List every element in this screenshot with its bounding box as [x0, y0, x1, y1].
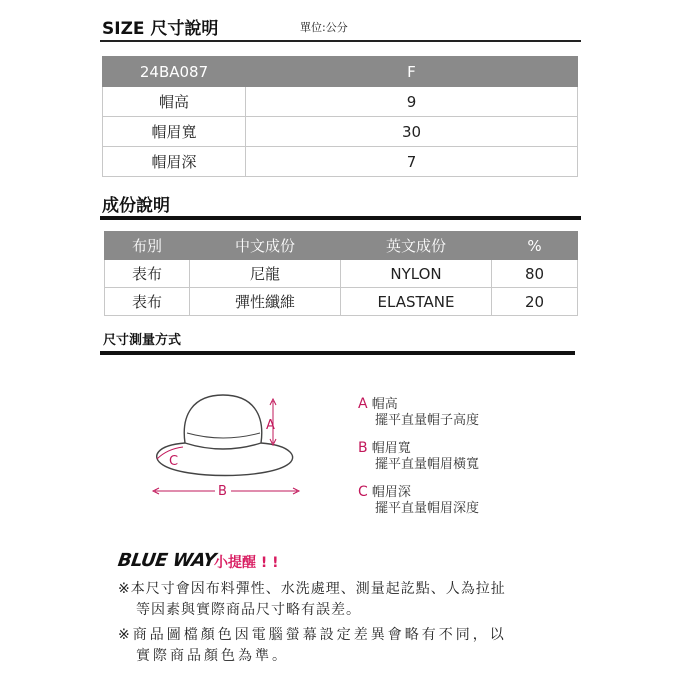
size-title-rule	[100, 40, 581, 42]
legend-desc: 擺平直量帽眉深度	[375, 501, 480, 516]
reminder-note	[118, 579, 588, 621]
size-row-label: 帽高	[103, 87, 246, 117]
note-line: ※商品圖檔顏色因電腦螢幕設定差異會略有不同，以	[118, 627, 507, 643]
legend-letter: A	[358, 396, 368, 412]
composition-title-rule	[100, 216, 581, 220]
legend-desc: 擺平直量帽眉橫寬	[375, 457, 480, 472]
comp-header-english: 英文成份	[341, 232, 492, 260]
comp-header-chinese: 中文成份	[190, 232, 341, 260]
size-section-title: SIZE 尺寸說明	[102, 19, 219, 39]
table-row	[103, 117, 578, 147]
table-row	[103, 147, 578, 177]
comp-english: NYLON	[341, 260, 492, 288]
size-row-value: 7	[246, 147, 578, 177]
measure-section-title: 尺寸測量方式	[103, 333, 182, 348]
measure-title-rule	[100, 351, 575, 355]
composition-section-title: 成份說明	[102, 196, 170, 216]
reminder-note	[118, 625, 588, 667]
size-row-value: 30	[246, 117, 578, 147]
note-line: ※本尺寸會因布料彈性、水洗處理、測量起訖點、人為拉扯	[118, 581, 506, 597]
measure-legend	[358, 396, 558, 528]
legend-letter: C	[358, 484, 368, 500]
comp-english: ELASTANE	[341, 288, 492, 316]
comp-percent: 80	[492, 260, 578, 288]
comp-fabric: 表布	[105, 260, 190, 288]
legend-item-a	[358, 396, 558, 440]
size-row-value: 9	[246, 87, 578, 117]
comp-chinese: 彈性纖維	[190, 288, 341, 316]
legend-item-b	[358, 440, 558, 484]
table-row	[105, 288, 578, 316]
table-row	[105, 260, 578, 288]
hat-diagram	[145, 385, 315, 505]
comp-fabric: 表布	[105, 288, 190, 316]
legend-name: 帽眉寬	[371, 441, 411, 456]
comp-percent: 20	[492, 288, 578, 316]
diagram-label-c: C	[169, 454, 179, 469]
size-header-size: F	[246, 57, 578, 87]
legend-item-c	[358, 484, 558, 528]
note-line: 實際商品顏色為準。	[136, 648, 289, 664]
composition-table	[104, 231, 578, 316]
diagram-label-b: B	[218, 484, 227, 499]
unit-label: 單位:公分	[300, 21, 348, 34]
reminder-title: 小提醒 ! !	[214, 555, 279, 571]
size-row-label: 帽眉深	[103, 147, 246, 177]
legend-name: 帽眉深	[371, 485, 411, 500]
legend-letter: B	[358, 440, 368, 456]
comp-chinese: 尼龍	[190, 260, 341, 288]
brand-logo: BLUE WAY	[116, 550, 217, 571]
comp-header-percent: %	[492, 232, 578, 260]
size-row-label: 帽眉寬	[103, 117, 246, 147]
legend-desc: 擺平直量帽子高度	[375, 413, 480, 428]
comp-header-fabric: 布別	[105, 232, 190, 260]
legend-name: 帽高	[371, 397, 398, 412]
size-table	[102, 56, 578, 177]
table-row	[103, 87, 578, 117]
note-line: 等因素與實際商品尺寸略有誤差。	[136, 602, 361, 618]
diagram-label-a: A	[266, 418, 275, 433]
size-header-style: 24BA087	[103, 57, 246, 87]
